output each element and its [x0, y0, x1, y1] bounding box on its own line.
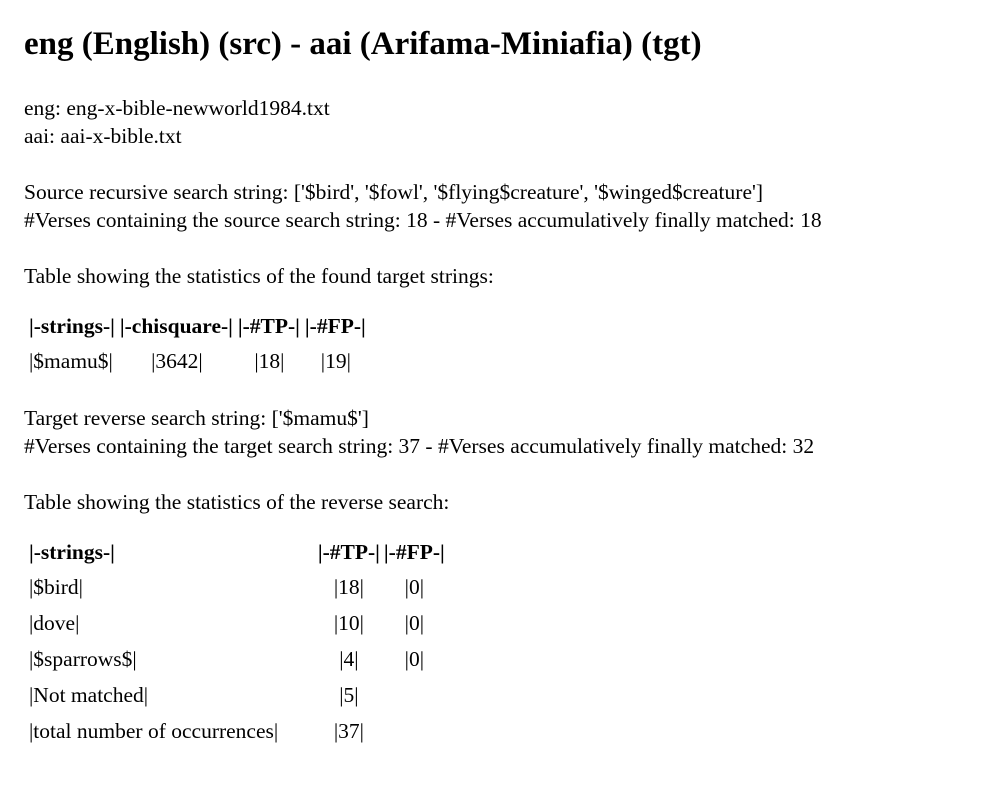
table-row — [28, 642, 446, 676]
target-search-string: Target reverse search string: ['$mamu$'] — [24, 406, 369, 430]
cell-fp — [383, 678, 446, 712]
target-file: aai: aai-x-bible.txt — [24, 124, 182, 148]
table-row — [28, 570, 446, 604]
table-row — [28, 344, 368, 378]
cell-string: |$sparrows$| — [29, 647, 137, 671]
cell-chisquare: |3642| — [151, 349, 203, 373]
target-verse-counts: #Verses containing the target search string: 37 - #Verses accumulatively finally matched: 32 — [24, 434, 815, 458]
file-info — [24, 94, 1002, 150]
target-search-info — [24, 404, 1002, 460]
target-strings-table — [26, 308, 370, 380]
table1-caption: Table showing the statistics of the found target strings: — [24, 264, 494, 288]
column-header-fp: |-#FP-| — [383, 540, 445, 564]
page-title: eng (English) (src) - aai (Arifama-Miniafia) (tgt) — [24, 26, 702, 62]
table-row — [28, 678, 446, 712]
source-verse-counts: #Verses containing the source search string: 18 - #Verses accumulatively finally matched: 18 — [24, 208, 822, 232]
cell-tp: |10| — [333, 611, 364, 635]
cell-tp: |4| — [339, 647, 359, 671]
column-header-tp: |-#TP-| — [237, 314, 300, 338]
cell-string: |$bird| — [29, 575, 83, 599]
cell-string: |dove| — [29, 611, 80, 635]
cell-string: |$mamu$| — [29, 349, 113, 373]
cell-string: |Not matched| — [29, 683, 149, 707]
table-row — [28, 714, 446, 748]
cell-fp: |0| — [404, 575, 424, 599]
column-header-tp: |-#TP-| — [317, 540, 380, 564]
table-header-row — [28, 536, 446, 568]
reverse-search-table — [26, 534, 448, 750]
cell-fp: |0| — [404, 611, 424, 635]
table-row — [28, 606, 446, 640]
source-file: eng: eng-x-bible-newworld1984.txt — [24, 96, 330, 120]
source-search-info — [24, 178, 1002, 234]
column-header-fp: |-#FP-| — [304, 314, 366, 338]
cell-fp: |19| — [320, 349, 351, 373]
table-header-row — [28, 310, 368, 342]
column-header-strings: |-strings-| — [29, 540, 115, 564]
cell-string: |total number of occurrences| — [29, 719, 279, 743]
table2-caption: Table showing the statistics of the reverse search: — [24, 490, 450, 514]
cell-fp — [383, 714, 446, 748]
cell-fp: |0| — [404, 647, 424, 671]
cell-tp: |5| — [339, 683, 359, 707]
column-header-chisquare: |-chisquare-| — [119, 314, 233, 338]
source-search-string: Source recursive search string: ['$bird', '$fowl', '$flying$creature', '$winged$creature'] — [24, 180, 764, 204]
cell-tp: |37| — [333, 719, 364, 743]
cell-tp: |18| — [254, 349, 285, 373]
column-header-strings: |-strings-| — [29, 314, 115, 338]
cell-tp: |18| — [333, 575, 364, 599]
